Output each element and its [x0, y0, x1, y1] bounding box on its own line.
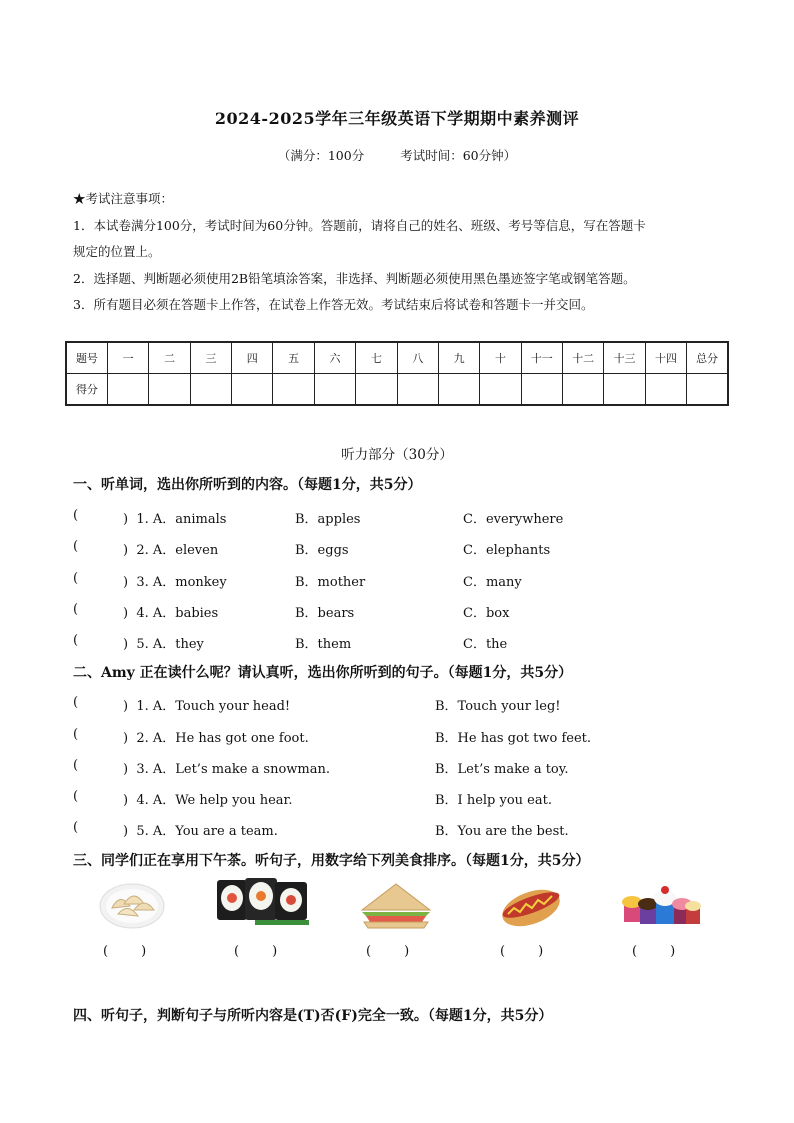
score-cell[interactable]: [107, 374, 148, 406]
answer-paren[interactable]: (: [73, 820, 79, 835]
hotdog-icon: [496, 878, 566, 932]
dumplings-icon: [98, 878, 166, 930]
option-b: B．them: [295, 637, 352, 652]
option-b: B．Touch your leg!: [435, 699, 561, 714]
question-row: [73, 633, 733, 653]
answer-paren[interactable]: (: [73, 727, 79, 742]
column-header: 八: [397, 342, 438, 374]
score-table-header-row: [66, 342, 728, 374]
order-blank[interactable]: ( ): [103, 944, 147, 959]
score-cell[interactable]: [356, 374, 397, 406]
answer-paren[interactable]: (: [73, 633, 79, 648]
question-row: [73, 508, 733, 528]
order-blank[interactable]: ( ): [500, 944, 544, 959]
option-a: ) 4. A．babies: [123, 606, 219, 621]
section-4-heading: 四、听句子，判断句子与所听内容是(T)否(F)完全一致。（每题1分，共5分）: [73, 1008, 553, 1024]
score-cell[interactable]: [563, 374, 604, 406]
sandwich-icon: [358, 880, 434, 930]
question-row: [73, 571, 733, 591]
option-a: ) 5. A．they: [123, 637, 204, 652]
question-row: [73, 789, 733, 809]
option-b: B．apples: [295, 512, 361, 527]
option-c: C．everywhere: [463, 512, 564, 527]
section-1-heading: 一、听单词，选出你所听到的内容。（每题1分，共5分）: [73, 477, 422, 493]
section-3-heading: 三、同学们正在享用下午茶。听句子，用数字给下列美食排序。（每题1分，共5分）: [73, 853, 590, 869]
cupcakes-icon: [622, 880, 702, 930]
score-cell[interactable]: [604, 374, 645, 406]
column-header: 四: [232, 342, 273, 374]
column-header: 九: [438, 342, 479, 374]
full-marks: （满分：100分: [277, 148, 365, 163]
option-a: ) 1. A．animals: [123, 512, 227, 527]
option-b: B．eggs: [295, 543, 349, 558]
score-table-score-row: [66, 374, 728, 406]
column-header: 十四: [645, 342, 686, 374]
column-header: 二: [149, 342, 190, 374]
column-header: 七: [356, 342, 397, 374]
score-cell[interactable]: [232, 374, 273, 406]
column-header: 十二: [563, 342, 604, 374]
row-label: 得分: [66, 374, 107, 406]
option-b: B．You are the best.: [435, 824, 569, 839]
score-cell[interactable]: [273, 374, 314, 406]
answer-paren[interactable]: (: [73, 789, 79, 804]
note-item: 2．选择题、判断题必须使用2B铅笔填涂答案，非选择、判断题必须使用黑色墨迹签字笔或钢笔答题。: [73, 270, 636, 286]
question-row: [73, 758, 733, 778]
option-b: B．I help you eat.: [435, 793, 552, 808]
option-b: B．mother: [295, 575, 366, 590]
option-b: B．He has got two feet.: [435, 731, 592, 746]
score-cell[interactable]: [190, 374, 231, 406]
exam-notes: [73, 186, 733, 319]
exam-info: [0, 146, 794, 164]
option-a: ) 2. A．He has got one foot.: [123, 731, 309, 746]
column-header: 五: [273, 342, 314, 374]
option-b: B．Let’s make a toy.: [435, 762, 569, 777]
listening-section-title: 听力部分（30分）: [341, 447, 453, 463]
note-item: 1．本试卷满分100分，考试时间为60分钟。答题前，请将自己的姓名、班级、考号等信息，写在答题卡: [73, 217, 646, 233]
column-header: 总分: [687, 342, 728, 374]
option-c: C．many: [463, 575, 522, 590]
option-c: C．elephants: [463, 543, 551, 558]
order-blank[interactable]: ( ): [234, 944, 278, 959]
column-header: 三: [190, 342, 231, 374]
score-cell[interactable]: [314, 374, 355, 406]
section-2-heading: 二、Amy 正在读什么呢？请认真听，选出你所听到的句子。（每题1分，共5分）: [73, 665, 573, 681]
score-cell[interactable]: [687, 374, 728, 406]
exam-time: 考试时间：60分钟）: [400, 148, 517, 163]
column-header: 十: [480, 342, 521, 374]
column-header: 一: [107, 342, 148, 374]
option-a: ) 4. A．We help you hear.: [123, 793, 293, 808]
option-a: ) 1. A．Touch your head!: [123, 699, 291, 714]
order-blank[interactable]: ( ): [366, 944, 410, 959]
score-cell[interactable]: [149, 374, 190, 406]
option-a: ) 3. A．monkey: [123, 575, 227, 590]
column-header: 六: [314, 342, 355, 374]
option-a: ) 2. A．eleven: [123, 543, 219, 558]
score-cell[interactable]: [521, 374, 562, 406]
answer-paren[interactable]: (: [73, 602, 79, 617]
option-a: ) 5. A．You are a team.: [123, 824, 278, 839]
column-header: 十三: [604, 342, 645, 374]
order-blank[interactable]: ( ): [632, 944, 676, 959]
option-b: B．bears: [295, 606, 355, 621]
answer-paren[interactable]: (: [73, 758, 79, 773]
question-row: [73, 539, 733, 559]
score-cell[interactable]: [397, 374, 438, 406]
answer-paren[interactable]: (: [73, 571, 79, 586]
note-item: 3．所有题目必须在答题卡上作答，在试卷上作答无效。考试结束后将试卷和答题卡一并交回。: [73, 297, 594, 312]
score-cell[interactable]: [645, 374, 686, 406]
column-header: 十一: [521, 342, 562, 374]
note-item: 规定的位置上。: [73, 244, 161, 259]
option-a: ) 3. A．Let’s make a snowman.: [123, 762, 330, 777]
question-row: [73, 602, 733, 622]
question-row: [73, 820, 733, 840]
answer-paren[interactable]: (: [73, 695, 79, 710]
score-cell[interactable]: [438, 374, 479, 406]
question-row: [73, 695, 733, 715]
option-c: C．box: [463, 606, 510, 621]
answer-paren[interactable]: (: [73, 508, 79, 523]
page-title: 2024-2025学年三年级英语下学期期中素养测评: [214, 109, 580, 128]
score-table: [65, 341, 729, 406]
sushi-icon: [215, 876, 311, 928]
answer-paren[interactable]: (: [73, 539, 79, 554]
score-cell[interactable]: [480, 374, 521, 406]
row-label: 题号: [66, 342, 107, 374]
question-row: [73, 727, 733, 747]
option-c: C．the: [463, 637, 508, 652]
notes-heading: ★考试注意事项：: [73, 191, 174, 206]
